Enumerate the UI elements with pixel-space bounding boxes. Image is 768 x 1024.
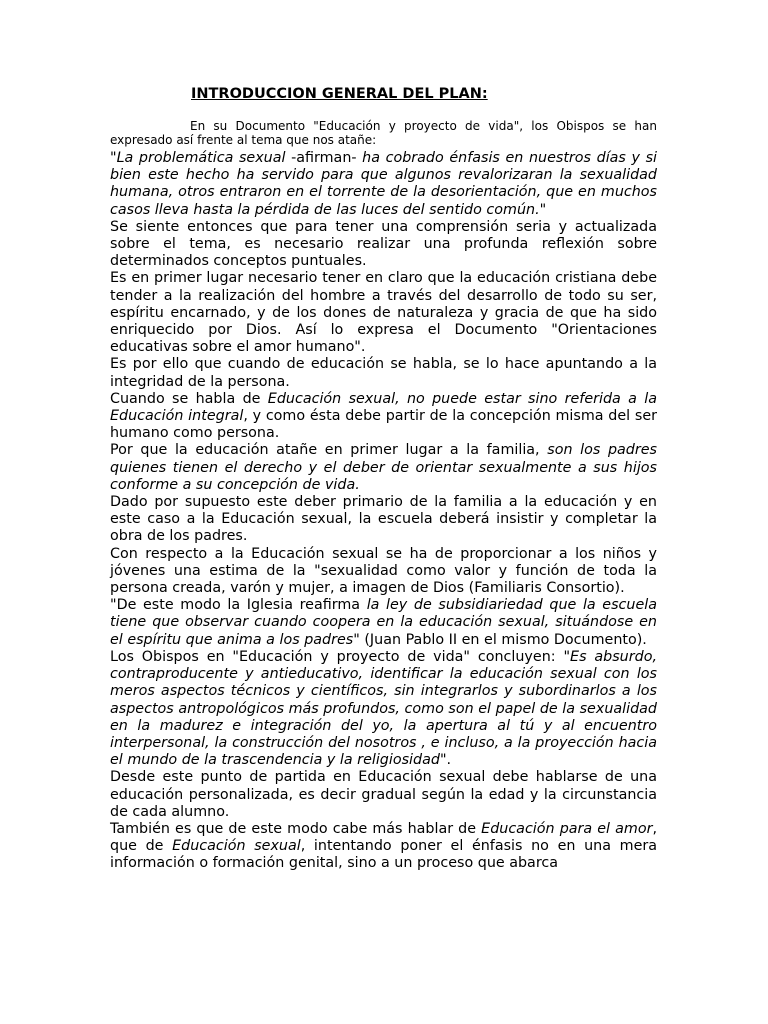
body-paragraph [110,270,657,356]
body-paragraph [110,356,657,390]
text-run: ". [439,752,452,769]
text-run: Los Obispos en "Educación y proyecto de vida" concluyen: " [110,648,571,665]
body-paragraph [110,442,657,494]
body-paragraph [110,150,657,219]
text-run: Por que la educación atañe en primer lugar a la familia, [110,442,548,459]
body-paragraph [110,821,657,873]
text-run: También es que de este modo cabe más hablar de [110,820,482,837]
document-body [110,150,657,873]
text-run: " [539,201,547,218]
intro-paragraph [110,120,657,147]
italic-text: Educación sexual [172,838,301,855]
body-paragraph [110,219,657,271]
body-paragraph [110,649,657,769]
document-title: INTRODUCCION GENERAL DEL PLAN: [191,86,488,102]
text-run: Con respecto a la Educación sexual se ha de proporcionar a los niños y jóvenes una estima de la "sexualidad como valor y función de toda la persona creada, varón y mujer, a imagen de Dios (Familiaris Consortio). [110,545,657,597]
text-run: " (Juan Pablo II en el mismo Documento). [353,631,647,648]
text-run: Dado por supuesto este deber primario de la familia a la educación y en este caso a la Educación sexual, la escuela deberá insistir y completar la obra de los padres. [110,494,657,545]
text-run: , intentando poner el énfasis no en una mera información o formación genital, sino a un proceso que abarca [110,838,657,872]
italic-text: son los padres quienes tienen el derecho y el deber de orientar sexualmente a sus hijos conforme a su concepción de vida. [110,442,657,493]
text-run: , y como ésta debe partir de la concepción misma del ser humano como persona. [110,408,657,442]
text-run: "De este modo la Iglesia reafirma [110,597,367,614]
body-paragraph [110,769,657,821]
text-run: Desde este punto de partida en Educación sexual debe hablarse de una educación personalizada, es decir gradual según la edad y la circunstancia de cada alumno. [110,769,657,820]
text-run: Es en primer lugar necesario tener en claro que la educación cristiana debe tender a la realización del hombre a través del desarrollo de todo su ser, espíritu encarnado, y de los dones de naturaleza y gracia de que ha sido enriquecido por Dios. Así lo expresa el Documento "Orientaciones educativas sobre el amor humano". [110,270,657,356]
italic-text: ha cobrado énfasis en nuestros días y si bien este hecho ha servido para que algunos revalorizaran la sexualidad humana, otros entraron en el torrente de la desorientación, que en muchos casos lleva hasta la pérdida de las luces del sentido común. [110,150,657,218]
body-paragraph [110,391,657,443]
text-run: , que de [110,820,657,855]
body-paragraph [110,546,657,598]
text-run: -afirman- [291,150,357,166]
italic-text: Educación sexual, no puede estar sino referida a la Educación integral [110,390,657,425]
body-paragraph [110,597,657,649]
text-run: " [110,150,117,166]
intro-text: En su Documento "Educación y proyecto de vida", los Obispos se han expresado así frente al tema que nos atañe: [110,119,657,147]
text-run: Se siente entonces que para tener una comprensión seria y actualizada sobre el tema, es necesario realizar una profunda reflexión sobre determinados conceptos puntuales. [110,218,657,270]
body-paragraph [110,494,657,546]
italic-text: la ley de subsidiariedad que la escuela tiene que observar cuando coopera en la educación sexual, situándose en el espíritu que anima a los padres [110,597,657,648]
italic-text: La problemática sexual [116,150,292,166]
italic-text: Educación para el amor [481,820,653,837]
text-run: Es por ello que cuando de educación se habla, se lo hace apuntando a la integridad de la persona. [110,356,657,390]
italic-text: Es absurdo, contraproducente y antieducativo, identificar la educación sexual con los meros aspectos técnicos y científicos, sin integrarlos y subordinarlos a los aspectos antropológicos más profundos, como son el papel de la sexualidad en la madurez e integración del yo, la apertura al tú y al encuentro interpersonal, la construcción del nosotros , e incluso, a la proyección hacia el mundo de la trascendencia y la religiosidad [110,648,657,769]
text-run: Cuando se habla de [110,390,268,407]
